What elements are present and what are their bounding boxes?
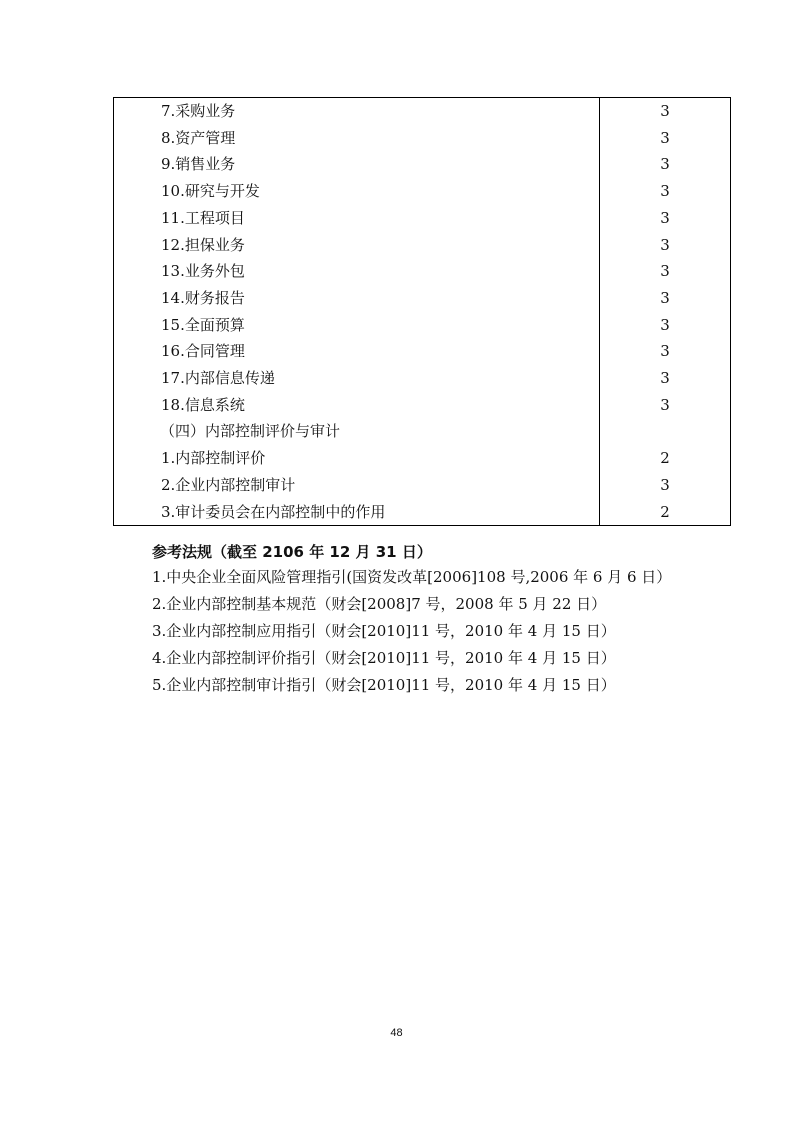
table-row: [114, 151, 731, 178]
topic-cell: 13.业务外包: [114, 258, 600, 285]
references-section: [152, 540, 712, 699]
table-row: [114, 392, 731, 419]
level-cell: 3: [600, 312, 731, 339]
level-cell: 3: [600, 232, 731, 259]
references-title: 参考法规（截至 2106 年 12 月 31 日）: [152, 543, 432, 561]
level-cell: 3: [600, 125, 731, 152]
level-cell: 3: [600, 98, 731, 125]
topic-cell: 8.资产管理: [114, 125, 600, 152]
reference-item: 1.中央企业全面风险管理指引(国资发改革[2006]108 号,2006 年 6 月 6 日）: [152, 568, 672, 586]
table-row: [114, 445, 731, 472]
syllabus-table-body: [114, 98, 731, 526]
section-heading-cell: （四）内部控制评价与审计: [114, 418, 600, 445]
topic-cell: 2.企业内部控制审计: [114, 472, 600, 499]
topic-cell: 18.信息系统: [114, 392, 600, 419]
table-row: [114, 178, 731, 205]
reference-item: 3.企业内部控制应用指引（财会[2010]11 号，2010 年 4 月 15 日）: [152, 622, 616, 640]
page-number: 48: [390, 1027, 403, 1039]
level-cell: 3: [600, 205, 731, 232]
level-cell: 3: [600, 151, 731, 178]
reference-item: 4.企业内部控制评价指引（财会[2010]11 号，2010 年 4 月 15 日）: [152, 649, 616, 667]
topic-cell: 7.采购业务: [114, 98, 600, 125]
level-cell: 3: [600, 285, 731, 312]
level-cell: 2: [600, 499, 731, 526]
table-row: [114, 365, 731, 392]
topic-cell: 3.审计委员会在内部控制中的作用: [114, 499, 600, 526]
reference-item: 2.企业内部控制基本规范（财会[2008]7 号，2008 年 5 月 22 日）: [152, 595, 607, 613]
level-cell: 3: [600, 258, 731, 285]
table-row: [114, 125, 731, 152]
topic-cell: 17.内部信息传递: [114, 365, 600, 392]
topic-cell: 9.销售业务: [114, 151, 600, 178]
table-row: [114, 418, 731, 445]
topic-cell: 16.合同管理: [114, 338, 600, 365]
topic-cell: 10.研究与开发: [114, 178, 600, 205]
table-row: [114, 98, 731, 125]
table-row: [114, 232, 731, 259]
topic-cell: 14.财务报告: [114, 285, 600, 312]
topic-cell: 12.担保业务: [114, 232, 600, 259]
reference-item: 5.企业内部控制审计指引（财会[2010]11 号，2010 年 4 月 15 日）: [152, 676, 616, 694]
level-cell: 2: [600, 445, 731, 472]
level-cell: 3: [600, 178, 731, 205]
table-row: [114, 472, 731, 499]
level-cell: 3: [600, 392, 731, 419]
level-cell: 3: [600, 365, 731, 392]
level-cell: 3: [600, 472, 731, 499]
level-cell: [600, 418, 731, 445]
table-row: [114, 285, 731, 312]
topic-cell: 15.全面预算: [114, 312, 600, 339]
topic-cell: 1.内部控制评价: [114, 445, 600, 472]
table-row: [114, 338, 731, 365]
syllabus-table: [113, 97, 731, 526]
table-row: [114, 499, 731, 526]
topic-cell: 11.工程项目: [114, 205, 600, 232]
table-row: [114, 312, 731, 339]
table-row: [114, 205, 731, 232]
level-cell: 3: [600, 338, 731, 365]
table-row: [114, 258, 731, 285]
references-list: [152, 564, 712, 699]
